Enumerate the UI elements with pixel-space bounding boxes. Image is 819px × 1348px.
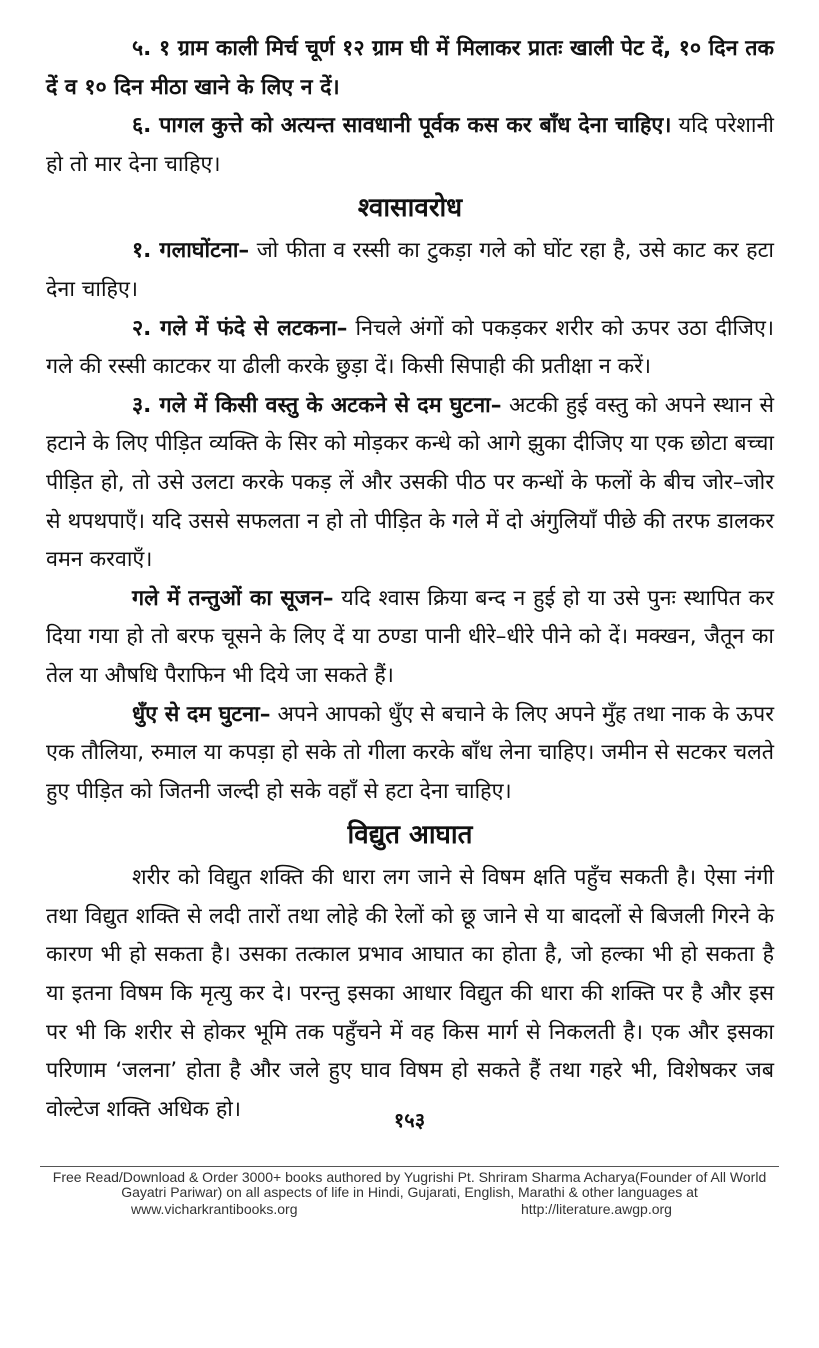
remedy-item-5 — [46, 30, 774, 107]
electric-shock-paragraph: शरीर को विद्युत शक्ति की धारा लग जाने से विषम क्षति पहुँच सकती है। ऐसा नंगी तथा विद्युत शक्ति से लदी तारों तथा लोहे की रेलों को छू जाने से या बादलों से बिजली गिरने के कारण भी हो सकता है। उसका तत्काल प्रभाव आघात का होता है, जो हल्का भी हो सकता है या इतना विषम कि मृत्यु कर दे। परन्तु इसका आधार विद्युत की धारा की शक्ति पर है और इस पर भी कि शरीर से होकर भूमि तक पहुँचने में वह किस मार्ग से निकलती है। एक और इसका परिणाम ‘जलना’ होता है और जले हुए घाव विषम हो सकते हैं तथा गहरे भी, विशेषकर जब वोल्टेज शक्ति अधिक हो। — [46, 865, 774, 1122]
asphyxia-item-2-text: निचले अंगों को पकड़कर शरीर को ऊपर उठा दीजिए। गले की रस्सी काटकर या ढीली करके छुड़ा दें। किसी सिपाही की प्रतीक्षा न करें। — [46, 315, 775, 380]
remedy-item-6-lead: ६. पागल कुत्ते को अत्यन्त सावधानी पूर्वक कस कर बाँध देना चाहिए। — [132, 113, 672, 139]
remedy-item-6 — [46, 107, 774, 184]
asphyxia-item-1-text: जो फीता व रस्सी का टुकड़ा गले को घोंट रहा है, उसे काट कर हटा देना चाहिए। — [46, 238, 774, 302]
footer-links — [40, 1201, 779, 1217]
page-content — [46, 30, 774, 1129]
asphyxia-item-4-text: यदि श्वास क्रिया बन्द न हुई हो या उसे पुनः स्थापित कर दिया गया हो तो बरफ चूसने के लिए दें या ठण्डा पानी धीरे–धीरे पीने को दें। मक्खन, जैतून का तेल या औषधि पैराफिन भी दिये जा सकते हैं। — [46, 585, 774, 688]
asphyxia-item-3-lead: ३. गले में किसी वस्तु के अटकने से दम घुटना– — [132, 392, 502, 418]
asphyxia-item-1-lead: १. गलाघोंटना– — [132, 238, 250, 264]
asphyxia-item-choking — [46, 387, 774, 580]
asphyxia-item-2-lead: २. गले में फंदे से लटकना– — [132, 315, 348, 341]
remedy-item-6-text: यदि परेशानी हो तो मार देना चाहिए। — [46, 113, 774, 177]
asphyxia-item-smoke — [46, 696, 774, 812]
asphyxia-item-throat-swelling — [46, 580, 774, 696]
footer-link-awgp[interactable]: http://literature.awgp.org — [521, 1201, 672, 1217]
footer-link-vicharkranti[interactable]: www.vicharkrantibooks.org — [131, 1201, 298, 1217]
asphyxia-item-4-lead: गले में तन्तुओं का सूजन– — [132, 585, 334, 611]
footer-divider — [40, 1166, 779, 1167]
asphyxia-item-3-text: अटकी हुई वस्तु को अपने स्थान से हटाने के लिए पीड़ित व्यक्ति के सिर को मोड़कर कन्धे को आगे झुका दीजिए या एक छोटा बच्चा पीड़ित हो, तो उसे उलटा करके पकड़ लें और उसकी पीठ पर कन्धों के फलों के बीच जोर–जोर से थपथपाएँ। यदि उससे सफलता न हो तो पीड़ित के गले में दो अंगुलियाँ पीछे की तरफ डालकर वमन करवाएँ। — [46, 392, 774, 573]
section-heading-asphyxia: श्वासावरोध — [357, 193, 463, 224]
asphyxia-item-hanging — [46, 310, 774, 387]
footer-text: Free Read/Download & Order 3000+ books authored by Yugrishi Pt. Shriram Sharma Acharya(Founder of All World Gayatri Pariwar) on all aspects of life in Hindi, Gujarati, English, Marathi & other languages at — [52, 1169, 767, 1200]
asphyxia-item-5-text: अपने आपको धुँए से बचाने के लिए अपने मुँह तथा नाक के ऊपर एक तौलिया, रुमाल या कपड़ा हो सके तो गीला करके बाँध लेना चाहिए। जमीन से सटकर चलते हुए पीड़ित को जितनी जल्दी हो सके वहाँ से हटा देना चाहिए। — [46, 701, 775, 804]
remedy-item-5-text: ५. १ ग्राम काली मिर्च चूर्ण १२ ग्राम घी में मिलाकर प्रातः खाली पेट दें, १० दिन तक दें व १० दिन मीठा खाने के लिए न दें। — [46, 36, 774, 100]
section-heading-electric-shock: विद्युत आघात — [347, 820, 473, 851]
asphyxia-item-5-lead: धुँए से दम घुटना– — [132, 701, 271, 727]
asphyxia-item-strangulation — [46, 232, 774, 309]
page-number: १५३ — [393, 1108, 426, 1132]
